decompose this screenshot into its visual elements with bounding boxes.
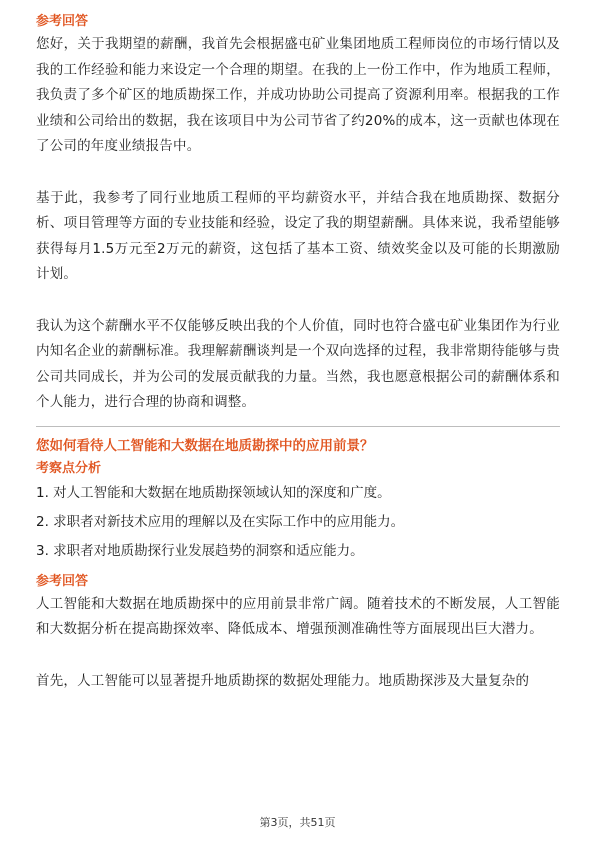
paragraph-gap bbox=[36, 288, 560, 314]
page-footer: 第3页，共51页 bbox=[259, 816, 336, 829]
analysis-list bbox=[36, 479, 560, 566]
answer-paragraph: 首先，人工智能可以显著提升地质勘探的数据处理能力。地质勘探涉及大量复杂的 bbox=[36, 672, 530, 689]
answer-paragraph: 基于此，我参考了同行业地质工程师的平均薪资水平，并结合我在地质勘探、数据分析、项目管理等方面的专业技能和经验，设定了我的期望薪酬。具体来说，我希望能够获得每月1.5万元至2万元的薪资，这包括了基本工资、绩效奖金以及可能的长期激励计划。 bbox=[36, 189, 560, 282]
list-item: 1. 对人工智能和大数据在地质勘探领域认知的深度和广度。 bbox=[36, 484, 391, 501]
section-divider bbox=[36, 426, 560, 427]
answer-paragraph: 您好，关于我期望的薪酬，我首先会根据盛屯矿业集团地质工程师岗位的市场行情以及我的工作经验和能力来设定一个合理的期望。在我的上一份工作中，作为地质工程师，我负责了多个矿区的地质勘探工作，并成功协助公司提高了资源利用率。根据我的工作业绩和公司给出的数据，我在该项目中为公司节省了约20%的成本，这一贡献也体现在了公司的年度业绩报告中。 bbox=[36, 36, 560, 154]
paragraph-gap bbox=[36, 160, 560, 186]
analysis-label: 考察点分析 bbox=[36, 460, 102, 476]
answer-paragraph: 我认为这个薪酬水平不仅能够反映出我的个人价值，同时也符合盛屯矿业集团作为行业内知名企业的薪酬标准。我理解薪酬谈判是一个双向选择的过程，我非常期待能够与贵公司共同成长，并为公司的发展贡献我的力量。当然，我也愿意根据公司的薪酬体系和个人能力，进行合理的协商和调整。 bbox=[36, 317, 560, 410]
question-title: 您如何看待人工智能和大数据在地质勘探中的应用前景？ bbox=[36, 437, 374, 454]
paragraph-gap bbox=[36, 643, 560, 669]
list-item: 3. 求职者对地质勘探行业发展趋势的洞察和适应能力。 bbox=[36, 542, 364, 559]
list-item: 2. 求职者对新技术应用的理解以及在实际工作中的应用能力。 bbox=[36, 513, 405, 530]
answer-label: 参考回答 bbox=[36, 14, 89, 29]
document-page bbox=[36, 12, 560, 694]
answer-paragraph: 人工智能和大数据在地质勘探中的应用前景非常广阔。随着技术的不断发展，人工智能和大数据分析在提高勘探效率、降低成本、增强预测准确性等方面展现出巨大潜力。 bbox=[36, 595, 560, 637]
answer-label: 参考回答 bbox=[36, 573, 89, 589]
